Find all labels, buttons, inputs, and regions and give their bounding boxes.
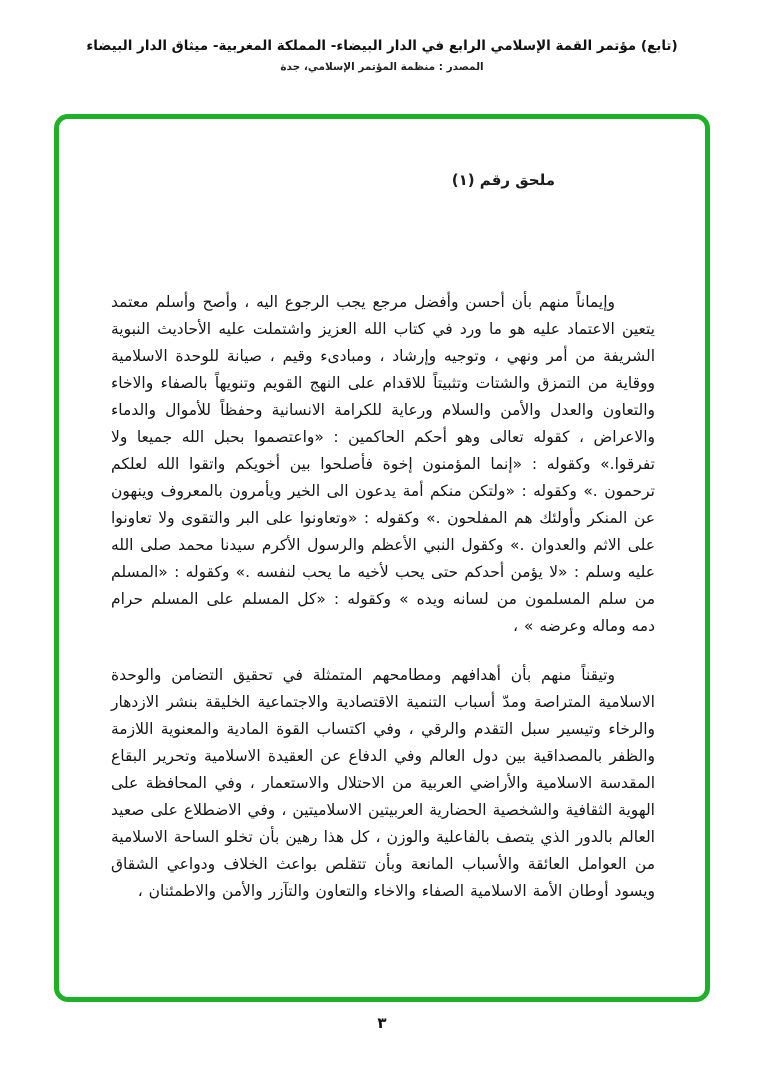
annex-label: ملحق رقم (١) (451, 171, 555, 189)
page-header (0, 0, 764, 73)
document-source: المصدر : منظمة المؤتمر الإسلامي، جدة (280, 61, 484, 74)
paragraph-certainty: وتيقناً منهم بأن أهدافهم ومطامحهم المتمثلة في تحقيق التضامن والوحدة الاسلامية المتراصة ومدّ أسباب التنمية الاقتصادية والاجتماعية الخليقة بنشر الازدهار والرخاء وتيسير سبل التقدم والرقي ، وفي اكتساب القوة المادية والمعنوية اللازمة والظفر بالمصداقية بين دول العالم وفي الدفاع عن العقيدة الاسلامية وتحرير البقاع المقدسة الاسلامية والأراضي العربية من الاحتلال والاستعمار ، وفي المحافظة على الهوية الثقافية والشخصية الحضارية العربيتين الاسلاميتين ، وفي الاضطلاع على صعيد العالم بالدور الذي يتصف بالفاعلية والوزن ، كل هذا رهين بأن تخلو الساحة الاسلامية من العوامل العائقة والأسباب المانعة وبأن تتقلص بواعث الخلاف ودواعي الشقاق ويسود أوطان الأمة الاسلامية الصفاء والاخاء والتعاون والتآزر والأمن والاطمئنان ، (111, 666, 655, 900)
page-number: ٣ (377, 1014, 387, 1032)
document-frame (54, 114, 710, 1002)
document-title: (تابع) مؤتمر القمة الإسلامي الرابع في الدار البيضاء- المملكة المغربية- ميثاق الدار البيضاء (86, 38, 678, 54)
paragraph-faith: وإيماناً منهم بأن أحسن وأفضل مرجع يجب الرجوع اليه ، وأصح وأسلم معتمد يتعين الاعتماد عليه هو ما ورد في كتاب الله العزيز واشتملت عليه الأحاديث النبوية الشريفة من أمر ونهي ، وتوجيه وإرشاد ، ومبادىء وقيم ، صيانة للوحدة الاسلامية ووقاية من التمزق والشتات وتثبيتاً للاقدام على النهج القويم وتنويهاً بالصفاء والاخاء والتعاون والعدل والأمن والسلام ورعاية للكرامة الانسانية وحفظاً للأموال والدماء والاعراض ، كقوله تعالى وهو أحكم الحاكمين : «واعتصموا بحبل الله جميعا ولا تفرقوا.» وكقوله : «إنما المؤمنون إخوة فأصلحوا بين أخويكم واتقوا الله لعلكم ترحمون .» وكقوله : «ولتكن منكم أمة يدعون الى الخير ويأمرون بالمعروف وينهون عن المنكر وأولئك هم المفلحون .» وكقوله : «وتعاونوا على البر والتقوى ولا تعاونوا على الاثم والعدوان .» وكقول النبي الأعظم والرسول الأكرم سيدنا محمد صلى الله عليه وسلم : «لا يؤمن أحدكم حتى يحب لأخيه ما يحب لنفسه .» وكقوله : «المسلم من سلم المسلمون من لسانه ويده » وكقوله : «كل المسلم على المسلم حرام دمه وماله وعرضه » ، (111, 293, 655, 635)
